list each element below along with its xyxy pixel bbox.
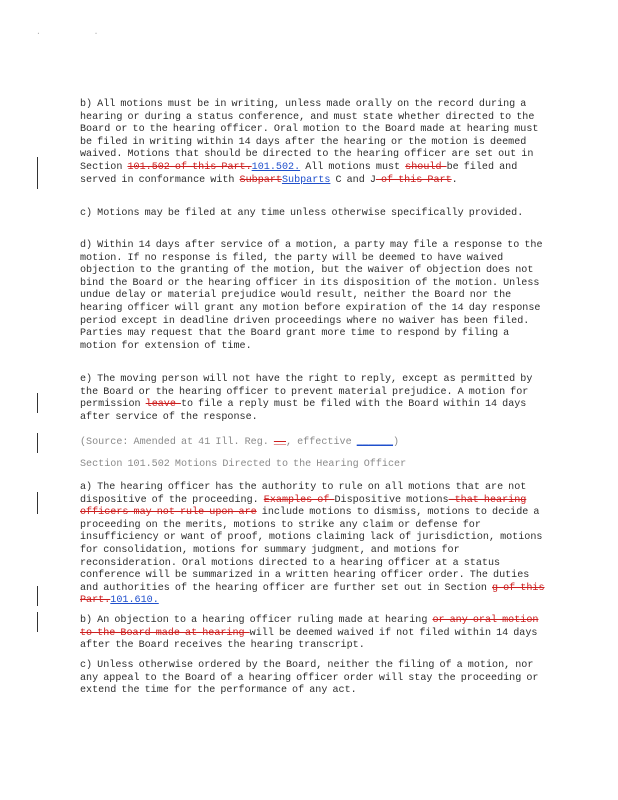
paragraph-b xyxy=(80,99,550,187)
paragraph-c: c) Motions may be filed at any time unless otherwise specifically provided. xyxy=(80,208,524,219)
change-bar xyxy=(37,433,38,453)
text-run: . xyxy=(451,174,458,186)
change-bar xyxy=(37,586,38,606)
text-run: to file a reply must be filed with the Board within 14 days after service of the response. xyxy=(80,399,527,423)
deleted-text: leave xyxy=(145,399,181,411)
text-run: b) All motions must be in writing, unless made orally on the record during a hearing or during a status conference, and must state whether directed to the Board or to the hearing officer. Oral motion to the Board made at hearing must be filed in writing within 14 days after the hearing or the motion is deemed waived. Motions that should be directed to the hearing officer are set out in Section xyxy=(80,99,539,173)
text-run: will be deemed waived if not filed within 14 days after the Board receives the hearing transcript. xyxy=(80,627,538,652)
text-run: ) xyxy=(393,437,400,448)
deleted-text: of this Part xyxy=(375,174,452,186)
text-run: C and J xyxy=(330,174,376,186)
paragraph-d: d) Within 14 days after service of a motion, a party may file a response to the motion. If no response is filed, the party will be deemed to have waived objection to the granting of the motion, but the waiver of objection does not bind the Board or the hearing officer in its disposition of the motion. Unless undue delay or material prejudice would result, neither the Board nor the hearing officer will grant any motion before expiration of the 14 day response period except in deadline driven proceedings where no waiver has been filed. Parties may request that the Board grant more time to respond by filing a motion for extension of time. xyxy=(80,240,543,352)
change-bar xyxy=(37,492,38,514)
paragraph-502-c: c) Unless otherwise ordered by the Board, neither the filing of a motion, nor any appeal to the Board of a hearing officer order will stay the proceeding or extend the time for the performance of any act. xyxy=(80,660,539,697)
deleted-text: g of this Part. xyxy=(80,582,545,607)
source-note xyxy=(80,437,550,450)
paragraph-502-a xyxy=(80,482,550,608)
text-run: b) An objection to a hearing officer ruling made at hearing xyxy=(80,615,433,626)
change-bar xyxy=(37,157,38,189)
deleted-text: should xyxy=(405,161,447,173)
section-heading: Section 101.502 Motions Directed to the Hearing Officer xyxy=(80,459,407,470)
deleted-text: or any oral motion to the Board made at hearing xyxy=(80,615,539,639)
text-run: e) The moving person will not have the right to reply, except as permitted by the Board or the hearing officer to prevent material prejudice. A motion for permission xyxy=(80,374,533,411)
inserted-text: 101.610. xyxy=(110,595,159,607)
deleted-text: Subpart xyxy=(239,174,282,186)
text-run: be filed and served in conformance with xyxy=(80,161,518,186)
text-run: include motions to dismiss, motions to decide a proceeding on the merits, motions to strike any claim or defense for insufficiency or want of proof, motions claiming lack of jurisdiction, motions for consolidation, motions for summary judgment, and motions for reconsideration. Oral motions directed to a hearing officer at a status conference will be summarized in a written hearing officer order. The duties and authorities of the hearing officer are further set out in Section xyxy=(80,507,543,594)
text-run: a) The hearing officer has the authority to rule on all motions that are not dispositive of the proceeding. xyxy=(80,482,527,506)
deleted-text: —that hearing officers may not rule upon are xyxy=(80,494,527,519)
text-run: , effective xyxy=(286,437,357,448)
text-run: (Source: Amended at 41 Ill. Reg. xyxy=(80,437,274,448)
deleted-text: Examples of xyxy=(263,494,335,506)
inserted-text: 101.502. xyxy=(251,161,301,173)
text-run: Dispositive motions xyxy=(334,494,449,506)
deleted-text: __ xyxy=(273,437,287,448)
text-run: All motions must xyxy=(300,161,406,173)
scan-artifact: . . xyxy=(36,28,123,37)
deleted-text: 101.502 of this Part. xyxy=(127,161,252,173)
change-bar xyxy=(37,393,38,413)
inserted-text: Subparts xyxy=(281,174,331,186)
paragraph-502-b xyxy=(80,615,550,653)
paragraph-e xyxy=(80,374,550,424)
inserted-text: ______ xyxy=(356,437,394,448)
change-bar xyxy=(37,612,38,632)
